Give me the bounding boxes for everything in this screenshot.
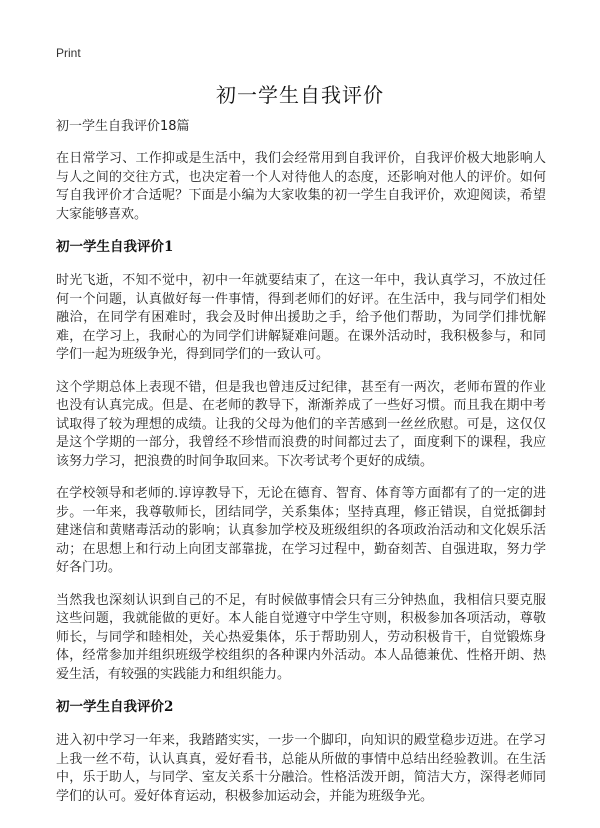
section-1-paragraph: 时光飞逝，不知不觉中，初中一年就要结束了，在这一年中，我认真学习，不放过任何一个问题，认真做好每一件事情，得到老师们的好评。在生活中，我与同学们相处融洽，在同学有困难时，我会及时伸出援助之手，给予他们帮助，为同学们排忧解难，在学习上，我耐心的为同学们讲解疑难问题。在课外活动时，我积极参与，和同学们一起为班级争光，得到同学们的一致认可。 <box>56 273 546 362</box>
article-subtitle: 初一学生自我评价18篇 <box>56 119 190 134</box>
page-title: 初一学生自我评价 <box>216 83 384 107</box>
intro-paragraph: 在日常学习、工作抑或是生活中，我们会经常用到自我评价，自我评价极大地影响人与人之间的交往方式，也决定着一个人对待他人的态度，还影响对他人的评价。如何写自我评价才合适呢？下面是小编为大家收集的初一学生自我评价，欢迎阅读，希望大家能够喜欢。 <box>56 151 546 222</box>
section-1-paragraph: 在学校领导和老师的.谆谆教导下，无论在德育、智育、体育等方面都有了的一定的进步。一年来，我尊敬师长，团结同学，关系集体；坚持真理，修正错误，自觉抵御封建迷信和黄赌毒活动的影响；认真参加学校及班级组织的各项政治活动和文化娱乐活动；在思想上和行动上向团支部靠拢，在学习过程中，勤奋刻苦、自强进取，努力学好各门功。 <box>56 486 546 575</box>
section-1-paragraph: 这个学期总体上表现不错，但是我也曾违反过纪律，甚至有一两次，老师布置的作业也没有认真完成。但是、在老师的教导下，渐渐养成了一些好习惯。而且我在期中考试取得了较为理想的成绩。让我的父母为他们的辛苦感到一丝丝欣慰。可是，这仅仅是这个学期的一部分，我曾经不珍惜而浪费的时间都过去了，面度剩下的课程，我应该努力学习，把浪费的时间争取回来。下次考试考个更好的成绩。 <box>56 379 546 469</box>
section-heading-1: 初一学生自我评价1 <box>56 239 174 255</box>
article-body <box>56 118 546 820</box>
section-1-paragraph: 当然我也深刻认识到自己的不足，有时候做事情会只有三分钟热血，我相信只要克服这些问题，我就能做的更好。本人能自觉遵守中学生守则，积极参加各项活动，尊敬师长，与同学和睦相处，关心热爱集体，乐于帮助别人，劳动积极肯干，自觉锻炼身体，经常参加并组织班级学校组织的各种课内外活动。本人品德兼优、性格开朗、热爱生活，有较强的实践能力和组织能力。 <box>56 592 546 682</box>
section-2-paragraph: 进入初中学习一年来，我踏踏实实，一步一个脚印，向知识的殿堂稳步迈进。在学习上我一丝不苟，认认真真，爱好看书，总能从所做的事情中总结出经验教训。在生活中，乐于助人，与同学、室友关系十分融洽。性格活泼开朗，简洁大方，深得老师同学们的认可。爱好体育运动，积极参加运动会，并能为班级争光。 <box>56 733 546 804</box>
print-link[interactable]: Print <box>56 46 81 60</box>
section-heading-2: 初一学生自我评价2 <box>56 699 174 715</box>
